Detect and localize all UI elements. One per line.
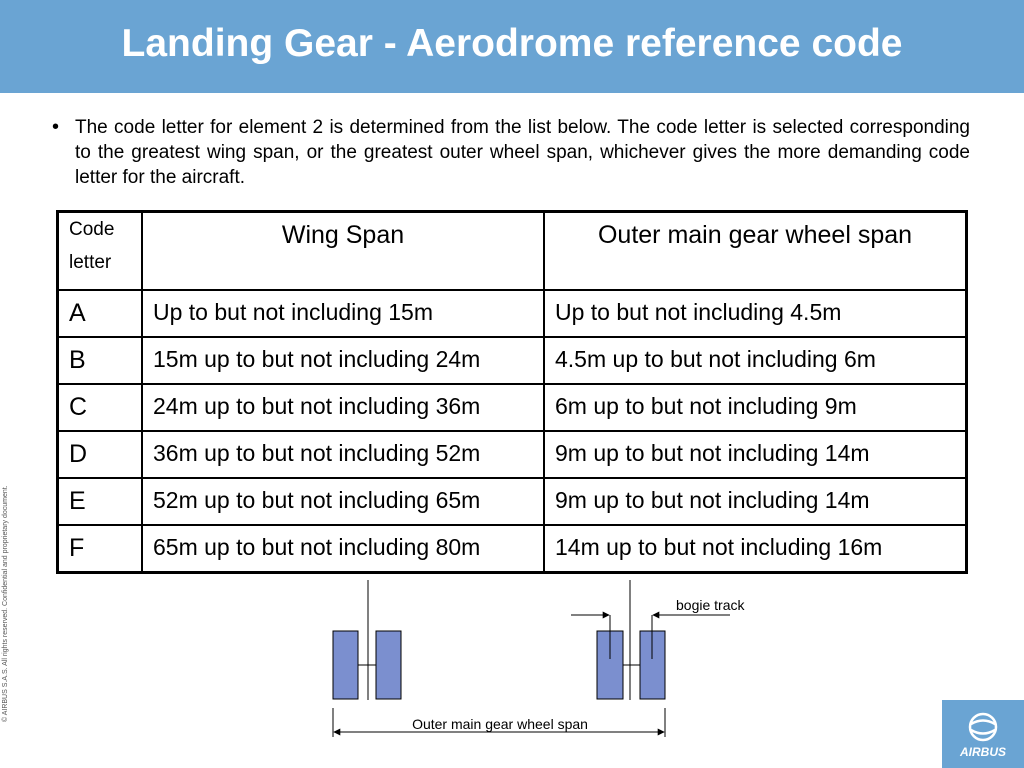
row-letter: A: [58, 290, 143, 337]
logo-text: AIRBUS: [959, 745, 1006, 759]
airbus-globe-icon: [966, 712, 1000, 742]
left-gear-inner-wheel: [333, 631, 358, 699]
header-outer-span: Outer main gear wheel span: [544, 212, 967, 291]
row-outer-span: 6m up to but not including 9m: [544, 384, 967, 431]
table-row: [58, 384, 967, 431]
copyright-notice: © AIRBUS S.A.S. All rights reserved. Confidential and proprietary document.: [2, 485, 9, 722]
table-row: [58, 478, 967, 525]
gear-span-diagram-svg: [320, 575, 780, 745]
row-wing-span: Up to but not including 15m: [142, 290, 544, 337]
table-row: [58, 431, 967, 478]
row-wing-span: 24m up to but not including 36m: [142, 384, 544, 431]
airbus-logo: [942, 700, 1024, 768]
bullet-dot-icon: •: [52, 116, 60, 138]
title-bar: [0, 0, 1024, 93]
row-wing-span: 65m up to but not including 80m: [142, 525, 544, 573]
row-letter: C: [58, 384, 143, 431]
row-letter: D: [58, 431, 143, 478]
table-header-row: [58, 212, 967, 291]
header-wing-span: Wing Span: [142, 212, 544, 291]
row-letter: F: [58, 525, 143, 573]
table-row: [58, 290, 967, 337]
bullet-text: The code letter for element 2 is determined from the list below. The code letter is selected corresponding to the greatest wing span, or the greatest outer wheel span, whichever gives the more demanding code letter for the aircraft.: [75, 117, 970, 188]
bogie-track-label: bogie track: [676, 597, 745, 613]
row-letter: E: [58, 478, 143, 525]
code-letter-table: [56, 210, 968, 574]
slide-title: Landing Gear - Aerodrome reference code: [121, 22, 903, 65]
header-code-line1: Code: [69, 219, 115, 240]
gear-span-diagram: [320, 575, 780, 745]
row-outer-span: 4.5m up to but not including 6m: [544, 337, 967, 384]
span-label: Outer main gear wheel span: [412, 716, 588, 732]
bullet-paragraph: [52, 115, 970, 190]
row-outer-span: 14m up to but not including 16m: [544, 525, 967, 573]
row-outer-span: 9m up to but not including 14m: [544, 478, 967, 525]
row-letter: B: [58, 337, 143, 384]
header-code-letter: [58, 212, 143, 291]
row-outer-span: Up to but not including 4.5m: [544, 290, 967, 337]
table-row: [58, 525, 967, 573]
row-wing-span: 36m up to but not including 52m: [142, 431, 544, 478]
row-wing-span: 52m up to but not including 65m: [142, 478, 544, 525]
left-gear-outer-wheel: [376, 631, 401, 699]
row-wing-span: 15m up to but not including 24m: [142, 337, 544, 384]
row-outer-span: 9m up to but not including 14m: [544, 431, 967, 478]
header-code-line2: letter: [69, 252, 112, 273]
table-row: [58, 337, 967, 384]
